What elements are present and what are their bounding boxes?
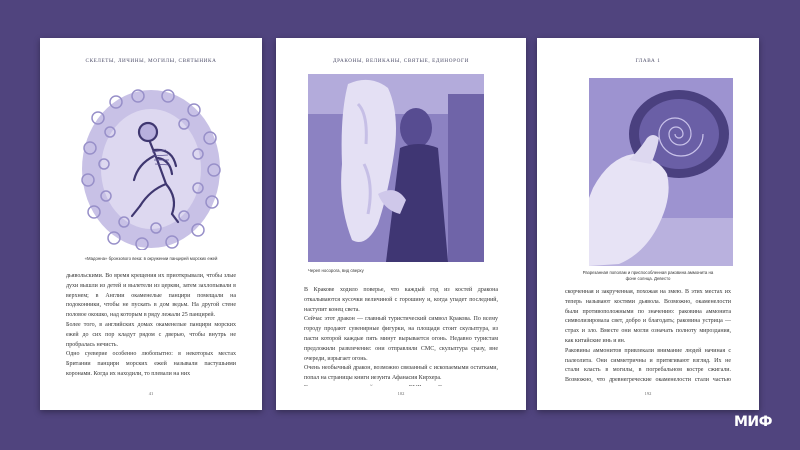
page-number: 41	[148, 391, 154, 396]
book-page-middle	[276, 38, 526, 410]
page-body-text: дьявольскими. Во время крещения их приоткрывали, чтобы злые духи вышли из детей и вылетели из церкви, затем захлопывали в верхнем; в Англии окаменелые панцири помещали на подоконники, чтобы не пускать в дом ведьм. На другой стене половое окошко, над которым в ряду лежали 25 панцирей. Более того, в английских домах окаменелые панцири морских ежей до сих пор кладут рядом с дверью, чтобы внутрь не пробралась нечисть. Одно суеверие особенно любопытно: в некоторых местах Британии панцири морских ежей называли пастушьими коронами. Когда их находили, то плевали на них	[66, 273, 236, 377]
illustration-caption: «Мадонна» бронзового века: в окружении панцирей морских ежей	[84, 256, 218, 261]
book-page-left	[40, 38, 262, 410]
running-head: СКЕЛЕТЫ, ЛИЧИНЫ, МОГИЛЫ, СВЯТЫНИКА	[85, 58, 217, 64]
photo-man-with-rhino-skull	[308, 74, 484, 262]
page-body-text: скорченная и закрученная, похожая на змею. В этих местах их теперь называют костями дьявола. Возможно, окаменелости были противоположными по значению: раковина аммонита символизировала свет, добро и благодать; раковина устрица — страх и зло. Вместе они могли означать полноту мироздания, как китайские инь и ян. Раковины аммонитов привлекали внимание людей начиная с палеолита. Они симметричны и притягивают взгляд. Их не стали класть в могилы, в погребальном костре сжигали. Возможно, что древнегреческие окаменелости стали частью	[565, 289, 731, 384]
running-head: ДРАКОНЫ, ВЕЛИКАНЫ, СВЯТЫЕ, ЕДИНОРОГИ	[333, 58, 469, 64]
publisher-logo: МИФ	[733, 414, 772, 430]
running-head: ГЛАВА 1	[635, 58, 661, 64]
page-body-text: В Кракове ходило поверье, что каждый год из костей дракона откалываются кусочки величиной с горошину и, когда упадет последний, наступит конец света. Сейчас этот дракон — главный туристический символ Кракова. По всему городу продают сувенирные фигурки, на площади стоит скульптура, из пасти которой каждые пять минут вырывается огонь. Недавно туристам предложили развлечение: они отправляли СМС, скульптура сразу, вне очереди, изрыгает огонь. Очень необычный дракон, возможно связанный с ископаемыми остатками, попал на страницы книги иезуита Афанасия Кирхера.	[304, 287, 498, 382]
photo-caption: Разрезанная пополам и приспособленная раковина аммонита на фоне солнца. Девесто	[582, 270, 714, 281]
photo-drawing	[308, 74, 484, 262]
page-number: 102	[397, 391, 405, 396]
ammonite-drawing	[589, 78, 733, 266]
page-number: 192	[644, 391, 652, 396]
photo-hand-holding-ammonite	[589, 78, 733, 266]
skeleton-drawing	[80, 88, 222, 250]
book-page-right	[537, 38, 759, 410]
photo-caption: Череп носорога, вид сверху	[308, 268, 364, 273]
illustration-skeleton-with-urchins	[80, 88, 222, 250]
